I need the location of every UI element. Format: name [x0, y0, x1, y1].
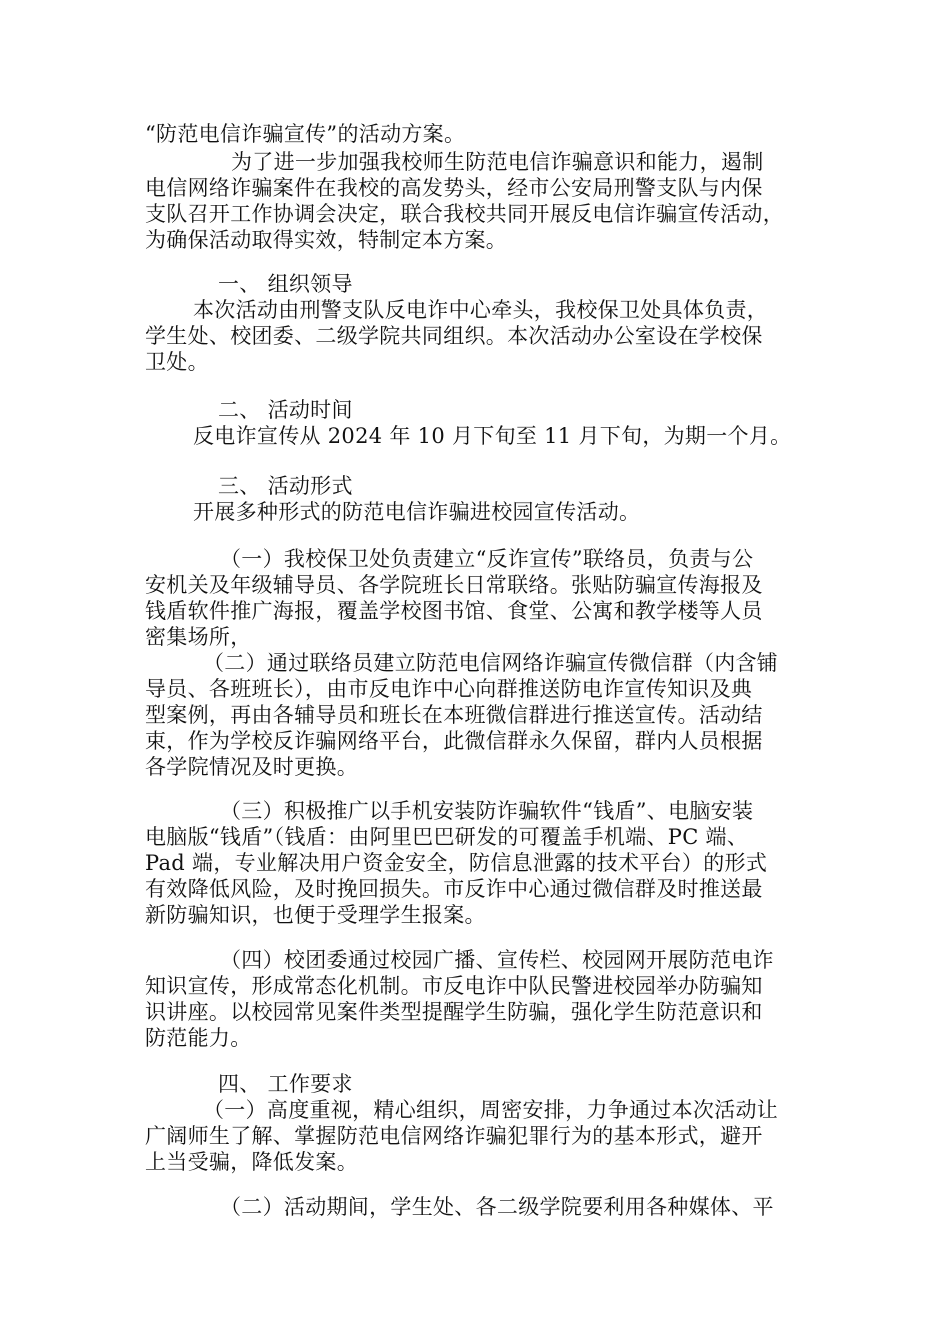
requirement-1-line-2: 广阔师生了解、掌握防范电信网络诈骗犯罪行为的基本形式，避开	[145, 1124, 763, 1148]
form-item-3-line-2: 电脑版“钱盾”（钱盾：由阿里巴巴研发的可覆盖手机端、PC 端、	[145, 825, 749, 849]
form-item-1-line-3: 钱盾软件推广海报，覆盖学校图书馆、食堂、公寓和教学楼等人员	[145, 599, 763, 623]
section-3-line-1: 开展多种形式的防范电信诈骗进校园宣传活动。	[193, 500, 641, 524]
section-heading-form: 三、 活动形式	[218, 474, 353, 498]
form-item-4-line-4: 防范能力。	[145, 1026, 252, 1050]
section-1-line-1: 本次活动由刑警支队反电诈中心牵头，我校保卫处具体负责，	[193, 298, 769, 322]
form-item-1-line-1: （一）我校保卫处负责建立“反诈宣传”联络员，负责与公	[220, 547, 754, 571]
form-item-2-line-1: （二）通过联络员建立防范电信网络诈骗宣传微信群（内含铺	[203, 651, 779, 675]
form-item-2-line-5: 各学院情况及时更换。	[145, 755, 358, 779]
intro-line-2: 为了进一步加强我校师生防范电信诈骗意识和能力，遏制	[231, 150, 764, 174]
intro-line-5: 为确保活动取得实效，特制定本方案。	[145, 228, 508, 252]
form-item-3-line-3: Pad 端，专业解决用户资金安全，防信息泄露的技术平台）的形式	[145, 851, 768, 875]
form-item-2-line-4: 束，作为学校反诈骗网络平台，此微信群永久保留，群内人员根据	[145, 729, 763, 753]
requirement-2-line-1: （二）活动期间，学生处、各二级学院要利用各种媒体、平	[220, 1195, 774, 1219]
section-heading-time: 二、 活动时间	[218, 398, 353, 422]
form-item-1-line-2: 安机关及年级辅导员、各学院班长日常联络。张贴防骗宣传海报及	[145, 573, 763, 597]
section-1-line-2: 学生处、校团委、二级学院共同组织。本次活动办公室设在学校保	[145, 324, 763, 348]
requirement-1-line-1: （一）高度重视，精心组织，周密安排，力争通过本次活动让	[203, 1098, 779, 1122]
section-2-line-1: 反电诈宣传从 2024 年 10 月下旬至 11 月下旬，为期一个月。	[193, 424, 792, 448]
intro-line-4: 支队召开工作协调会决定，联合我校共同开展反电信诈骗宣传活动，	[145, 202, 784, 226]
form-item-4-line-3: 识讲座。以校园常见案件类型提醒学生防骗，强化学生防范意识和	[145, 1000, 763, 1024]
form-item-2-line-2: 导员、各班班长），由市反电诈中心向群推送防电诈宣传知识及典	[145, 677, 753, 701]
requirement-1-line-3: 上当受骗，降低发案。	[145, 1150, 358, 1174]
form-item-3-line-1: （三）积极推广以手机安装防诈骗软件“钱盾”、电脑安装	[220, 799, 754, 823]
section-heading-organization: 一、 组织领导	[218, 272, 353, 296]
intro-line-1: “防范电信诈骗宣传”的活动方案。	[145, 122, 466, 146]
section-heading-requirements: 四、 工作要求	[218, 1072, 353, 1096]
form-item-4-line-2: 知识宣传，形成常态化机制。市反电诈中队民警进校园举办防骗知	[145, 974, 763, 998]
section-1-line-3: 卫处。	[145, 350, 209, 374]
form-item-3-line-4: 有效降低风险，及时挽回损失。市反诈中心通过微信群及时推送最	[145, 877, 763, 901]
intro-line-3: 电信网络诈骗案件在我校的高发势头，经市公安局刑警支队与内保	[145, 176, 763, 200]
form-item-4-line-1: （四）校团委通过校园广播、宣传栏、校园网开展防范电诈	[220, 948, 774, 972]
form-item-3-line-5: 新防骗知识，也便于受理学生报案。	[145, 903, 486, 927]
form-item-2-line-3: 型案例，再由各辅导员和班长在本班微信群进行推送宣传。活动结	[145, 703, 763, 727]
form-item-1-line-4: 密集场所，	[145, 625, 252, 649]
